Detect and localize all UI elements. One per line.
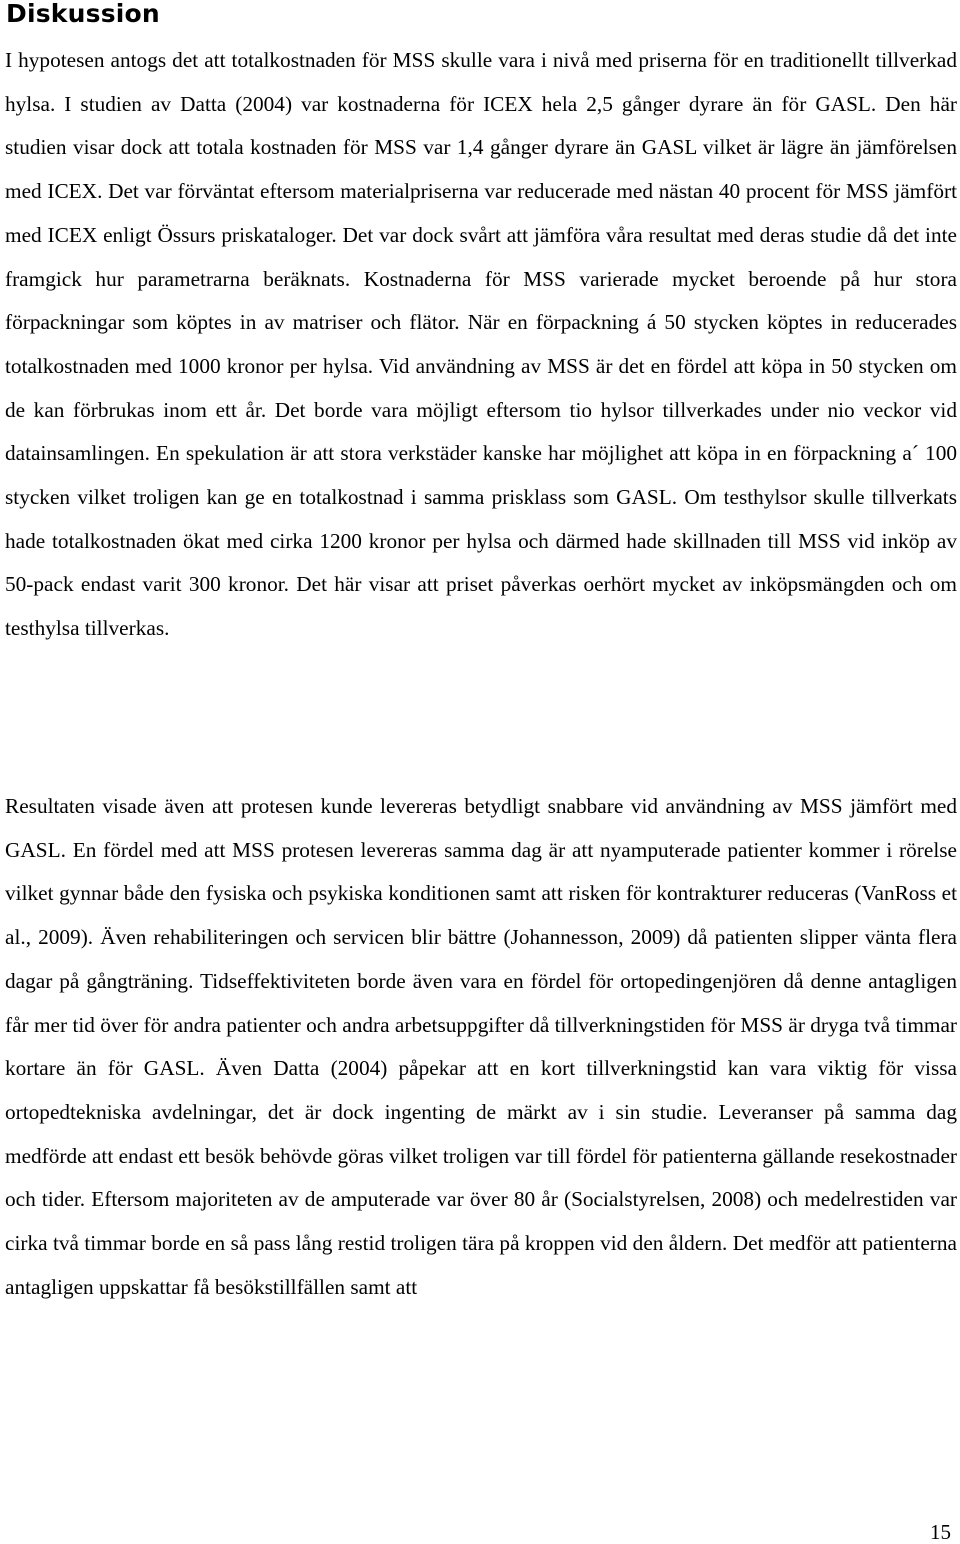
page-number: 15 — [930, 1520, 951, 1544]
paragraph-cost-discussion: I hypotesen antogs det att totalkostnaden för MSS skulle vara i nivå med priserna för en traditionellt tillverkad hylsa. I studien av Datta (2004) var kostnaderna för ICEX hela 2,5 gånger dyrare än för GASL. Den här studien visar dock att totala kostnaden för MSS var 1,4 gånger dyrare än GASL vilket är lägre än jämförelsen med ICEX. Det var förväntat eftersom materialpriserna var reducerade med nästan 40 procent för MSS jämfört med ICEX enligt Össurs priskataloger. Det var dock svårt att jämföra våra resultat med deras studie då det inte framgick hur parametrarna beräknats. Kostnaderna för MSS varierade mycket beroende på hur stora förpackningar som köptes in av matriser och flätor. När en förpackning á 50 stycken köptes in reducerades totalkostnaden med 1000 kronor per hylsa. Vid användning av MSS är det en fördel att köpa in 50 stycken om de kan förbrukas inom ett år. Det borde vara möjligt eftersom tio hylsor tillverkades under nio veckor vid datainsamlingen. En spekulation är att stora verkstäder kanske har möjlighet att köpa in en förpackning a´ 100 stycken vilket troligen kan ge en totalkostnad i samma prisklass som GASL. Om testhylsor skulle tillverkats hade totalkostnaden ökat med cirka 1200 kronor per hylsa och därmed hade skillnaden till MSS vid inköp av 50-pack endast varit 300 kronor. Det här visar att priset påverkas oerhört mycket av inköpsmängden och om testhylsa tillverkas. — [5, 48, 957, 641]
section-heading: Diskussion — [6, 0, 160, 28]
paragraph-delivery-discussion: Resultaten visade även att protesen kunde levereras betydligt snabbare vid användning av MSS jämfört med GASL. En fördel med att MSS protesen levereras samma dag är att nyamputerade patienter kommer i rörelse vilket gynnar både den fysiska och psykiska konditionen samt att risken för kontrakturer reduceras (VanRoss et al., 2009). Även rehabiliteringen och servicen blir bättre (Johannesson, 2009) då patienten slipper vänta flera dagar på gångträning. Tidseffektiviteten borde även vara en fördel för ortopedingenjören då denne antagligen får mer tid över för andra patienter och andra arbetsuppgifter då tillverkningstiden för MSS är dryga två timmar kortare än för GASL. Även Datta (2004) påpekar att en kort tillverkningstid kan vara viktig för vissa ortopedtekniska avdelningar, det är dock ingenting de märkt av i sin studie. Leveranser på samma dag medförde att endast ett besök behövde göras vilket troligen var till fördel för patienterna gällande resekostnader och tider. Eftersom majoriteten av de amputerade var över 80 år (Socialstyrelsen, 2008) och medelrestiden var cirka två timmar borde en så pass lång restid troligen tära på kroppen vid den åldern. Det medför att patienterna antagligen uppskattar få besökstillfällen samt att — [5, 794, 957, 1299]
